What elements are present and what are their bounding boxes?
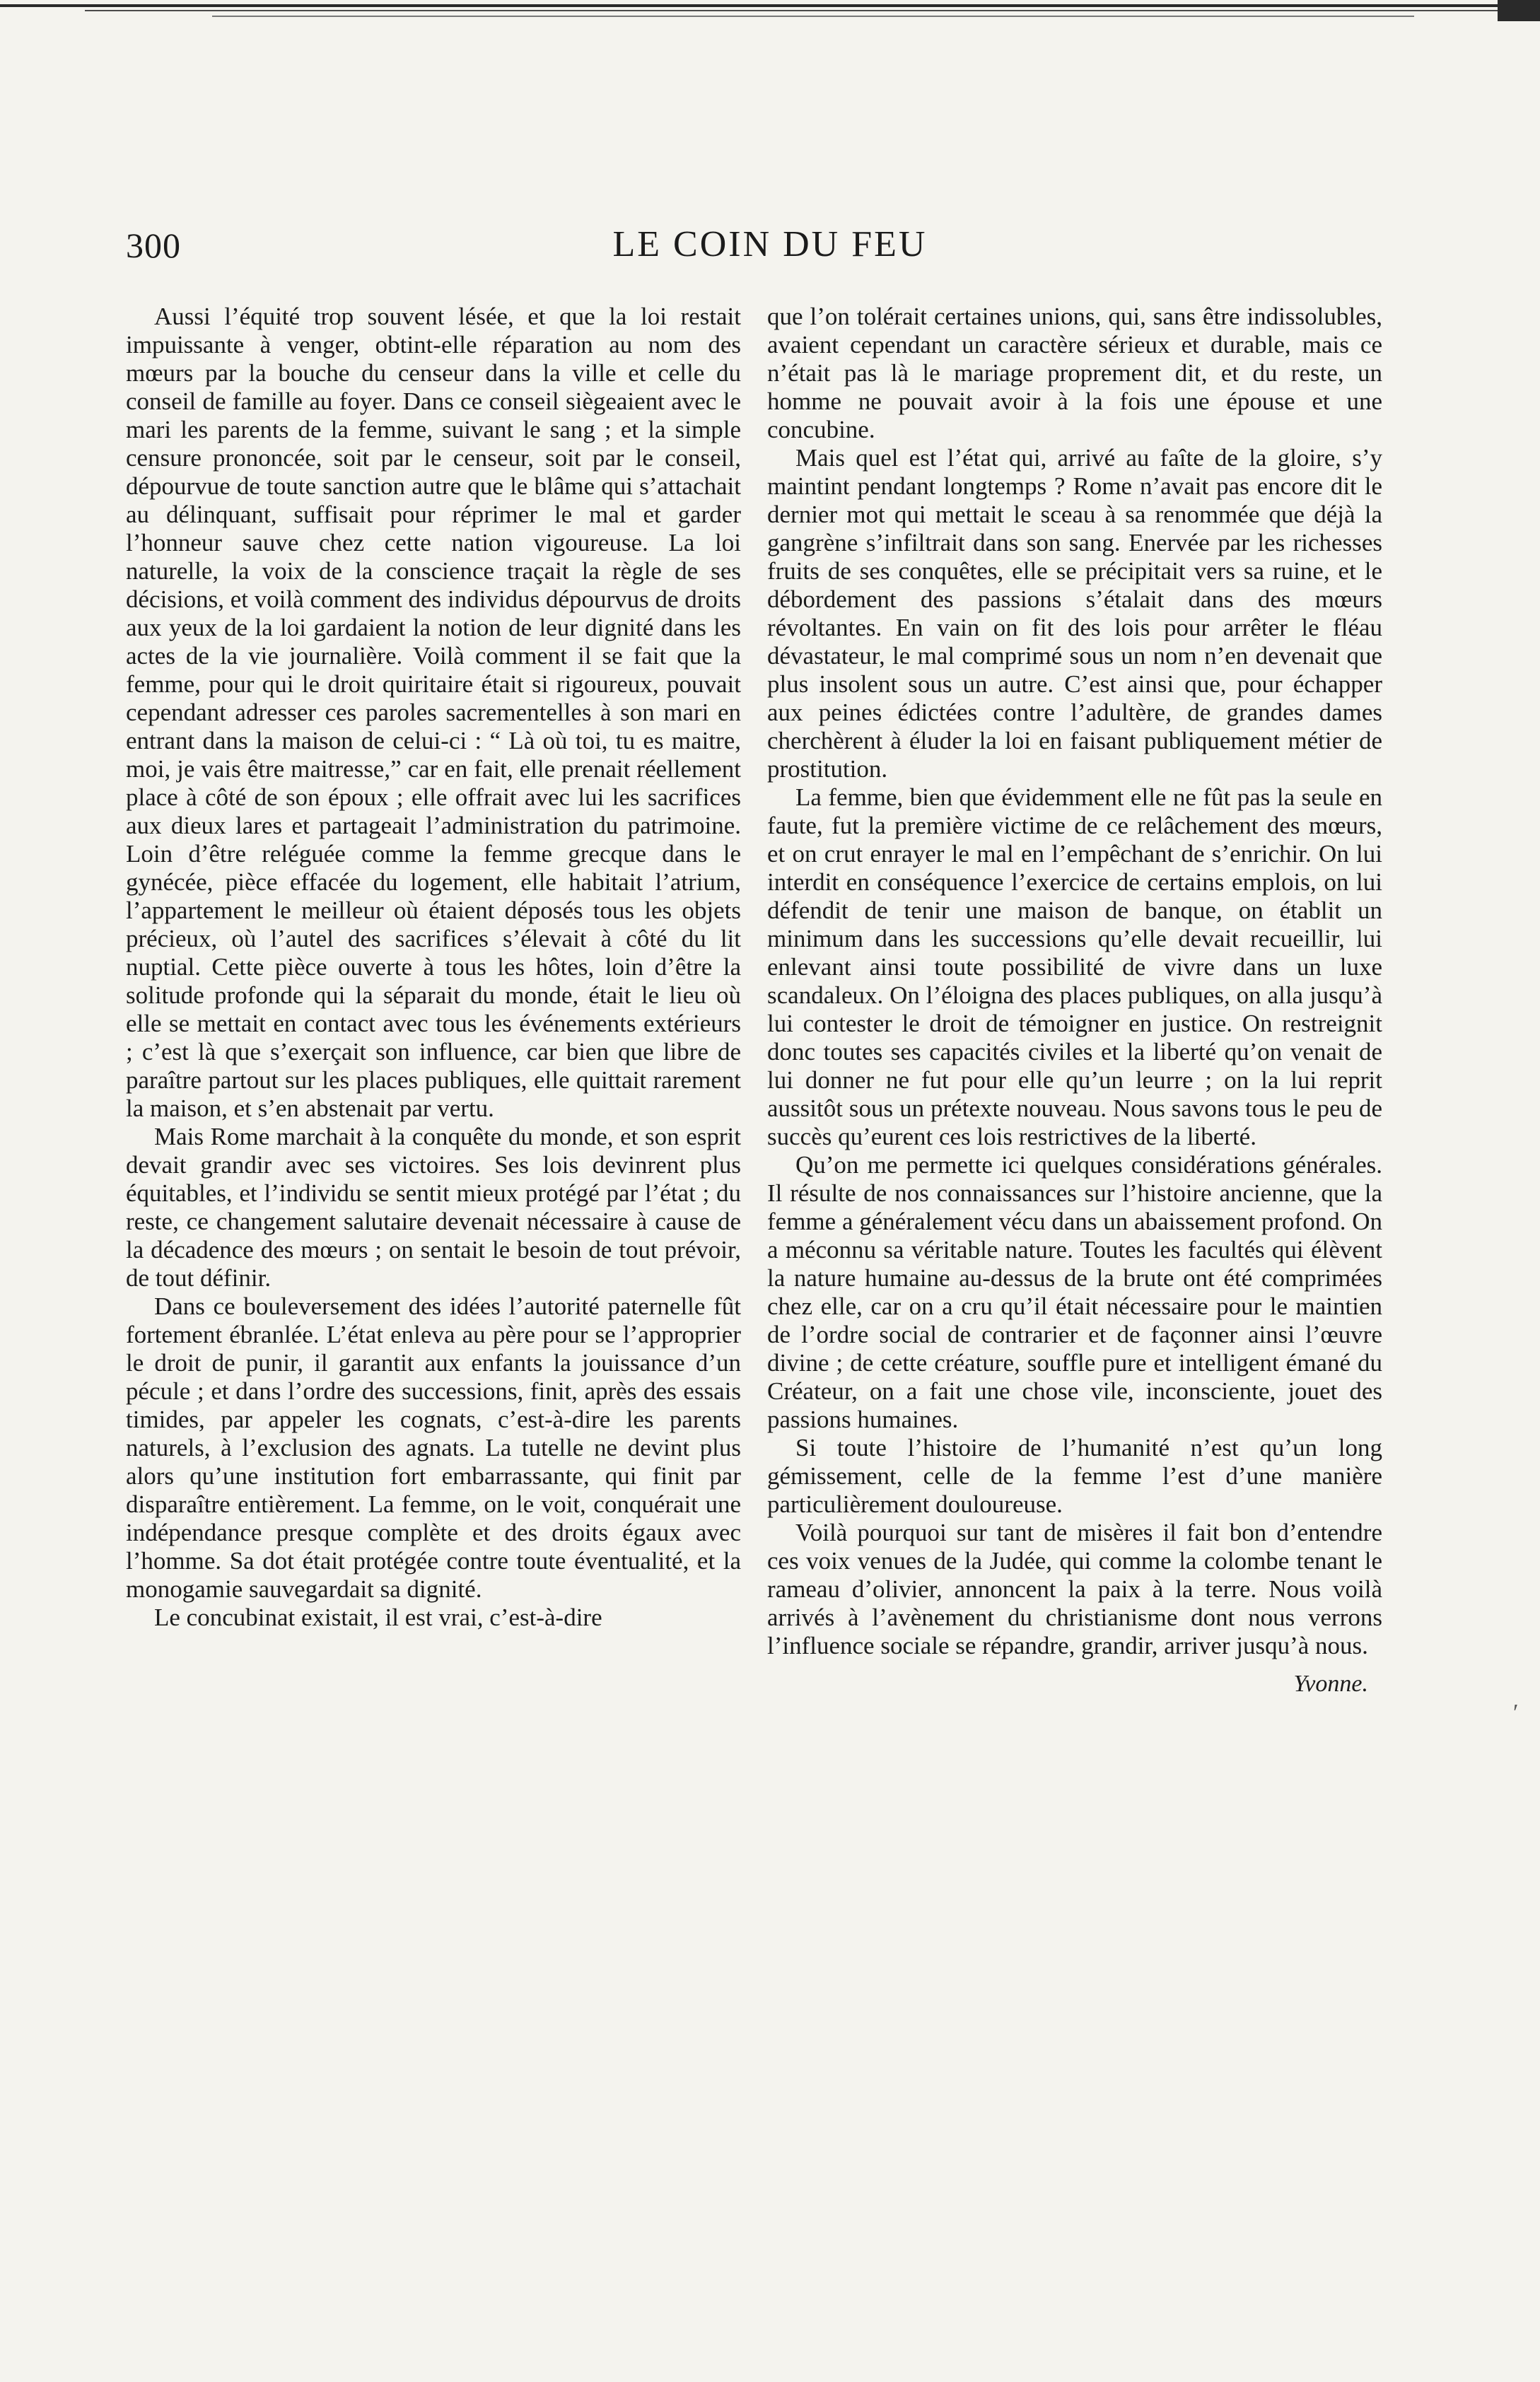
author-signature: Yvonne. xyxy=(1293,1671,1368,1697)
border-rule-1 xyxy=(0,4,1540,7)
paragraph: Dans ce bouleversement des idées l’autorité paternelle fût fortement ébranlée. L’état enleva au père pour se l’approprier le droit de punir, il garantit aux enfants la jouissance d’un pécule ; et dans l’ordre des successions, finit, après des essais timides, par appeler les cognats, c’est-à-dire les parents naturels, à l’exclusion des agnats. La tutelle ne devint plus alors qu’une institution fort embarrassante, qui finit par disparaître entièrement. La femme, on le voit, conquérait une indépendance presque complète et des droits égaux avec l’homme. Sa dot était protégée contre toute éventualité, et la monogamie sauvegardait sa dignité. xyxy=(126,1292,741,1603)
left-column xyxy=(126,303,741,1632)
running-title: LE COIN DU FEU xyxy=(612,224,928,264)
paragraph: La femme, bien que évidemment elle ne fût pas la seule en faute, fut la première victime de ce relâchement des mœurs, et on crut enrayer le mal en l’empêchant de s’enrichir. On lui interdit en conséquence l’exercice de certains emplois, on lui défendit de tenir une maison de banque, on établit un minimum dans les successions qu’elle devait recueillir, lui enlevant ainsi toute possibilité de vivre dans un luxe scandaleux. On l’éloigna des places publiques, on alla jusqu’à lui contester le droit de témoigner en justice. On restreignit donc toutes ses capacités civiles et la liberté qu’on venait de lui donner ne fut pour elle qu’un leurre ; on la lui reprit aussitôt sous un prétexte nouveau. Nous savons tous le peu de succès qu’eurent ces lois restrictives de la liberté. xyxy=(767,783,1382,1150)
border-rule-2 xyxy=(85,10,1499,11)
page-top-border xyxy=(0,0,1540,28)
paragraph: Voilà pourquoi sur tant de misères il fait bon d’entendre ces voix venues de la Judée, qui comme la colombe tenant le rameau d’olivier, annoncent la paix à la terre. Nous voilà arrivés à l’avènement du christianisme dont nous verrons l’influence sociale se répandre, grandir, arriver jusqu’à nous. xyxy=(767,1519,1382,1659)
paragraph: Mais Rome marchait à la conquête du monde, et son esprit devait grandir avec ses victoires. Ses lois devinrent plus équitables, et l’individu se sentit mieux protégé par l’état ; du reste, ce changement salutaire devenait nécessaire à cause de la décadence des mœurs ; on sentait le besoin de tout prévoir, de tout définir. xyxy=(126,1123,741,1292)
paragraph: Qu’on me permette ici quelques considérations générales. Il résulte de nos connaissances sur l’histoire ancienne, que la femme a généralement vécu dans un abaissement profond. On a méconnu sa véritable nature. Toutes les facultés qui élèvent la nature humaine au-dessus de la brute ont été comprimées chez elle, car on a cru qu’il était nécessaire pour le maintien de l’ordre social de contrarier et de façonner ainsi l’œuvre divine ; de cette créature, souffle pure et intelligent émané du Créateur, on a fait une chose vile, inconsciente, jouet des passions humaines. xyxy=(767,1151,1382,1433)
border-rule-3 xyxy=(212,16,1414,17)
paragraph: Aussi l’équité trop souvent lésée, et que la loi restait impuissante à venger, obtint-elle réparation au nom des mœurs par la bouche du censeur dans la ville et celle du conseil de famille au foyer. Dans ce conseil siègeaient avec le mari les parents de la femme, suivant le sang ; et la simple censure prononcée, soit par le censeur, soit par le conseil, dépourvue de toute sanction autre que le blâme qui s’attachait au délinquant, suffisait pour réprimer le mal et garder l’honneur sauve chez cette nation vigoureuse. La loi naturelle, la voix de la conscience traçait la règle de ses décisions, et voilà comment des individus dépourvus de droits aux yeux de la loi gardaient la notion de leur dignité dans les actes de la vie journalière. Voilà comment il se fait que la femme, pour qui le droit quiritaire était si rigoureux, pouvait cependant adresser ces paroles sacrementelles à son mari en entrant dans la maison de celui-ci : “ Là où toi, tu es maitre, moi, je vais être maitresse,” car en fait, elle prenait réellement place à côté de son époux ; elle offrait avec lui les sacrifices aux dieux lares et partageait l’administration du patrimoine. Loin d’être reléguée comme la femme grecque dans le gynécée, pièce effacée du logement, elle habitait l’atrium, l’appartement le meilleur où étaient déposés tous les objets précieux, où l’autel des sacrifices s’élevait à côté du lit nuptial. Cette pièce ouverte à tous les hôtes, loin d’être la solitude profonde qui la séparait du monde, était le lieu où elle se mettait en contact avec tous les événements extérieurs ; c’est là que s’exerçait son influence, car bien que libre de paraître partout sur les places publiques, elle quittait rarement la maison, et s’en abstenait par vertu. xyxy=(126,303,742,1122)
border-corner-mark xyxy=(1498,0,1540,21)
right-column xyxy=(767,303,1382,1698)
page-number: 300 xyxy=(126,226,181,265)
paragraph: Le concubinat existait, il est vrai, c’est-à-dire xyxy=(154,1604,602,1631)
paragraph: que l’on tolérait certaines unions, qui, sans être indissolubles, avaient cependant un caractère sérieux et durable, mais ce n’était pas là le mariage proprement dit, et du reste, un homme ne pouvait avoir à la fois une épouse et une concubine. xyxy=(767,303,1382,443)
paragraph: Mais quel est l’état qui, arrivé au faîte de la gloire, s’y maintint pendant longtemps ? Rome n’avait pas encore dit le dernier mot qui mettait le sceau à sa renommée que déjà la gangrène s’infiltrait dans son sang. Enervée par les richesses fruits de ses conquêtes, elle se précipitait vers sa ruine, et le débordement des passions s’étalait dans des mœurs révoltantes. En vain on fit des lois pour arrêter le fléau dévastateur, le mal comprimé sous un nom n’en devenait que plus insolent sous un autre. C’est ainsi que, pour échapper aux peines édictées contre l’adultère, de grandes dames cherchèrent à éluder la loi en faisant publiquement métier de prostitution. xyxy=(767,444,1382,783)
stray-ink-mark: ′ xyxy=(1513,1700,1519,1726)
paragraph: Si toute l’histoire de l’humanité n’est qu’un long gémissement, celle de la femme l’est d’une manière particulièrement douloureuse. xyxy=(767,1434,1382,1518)
